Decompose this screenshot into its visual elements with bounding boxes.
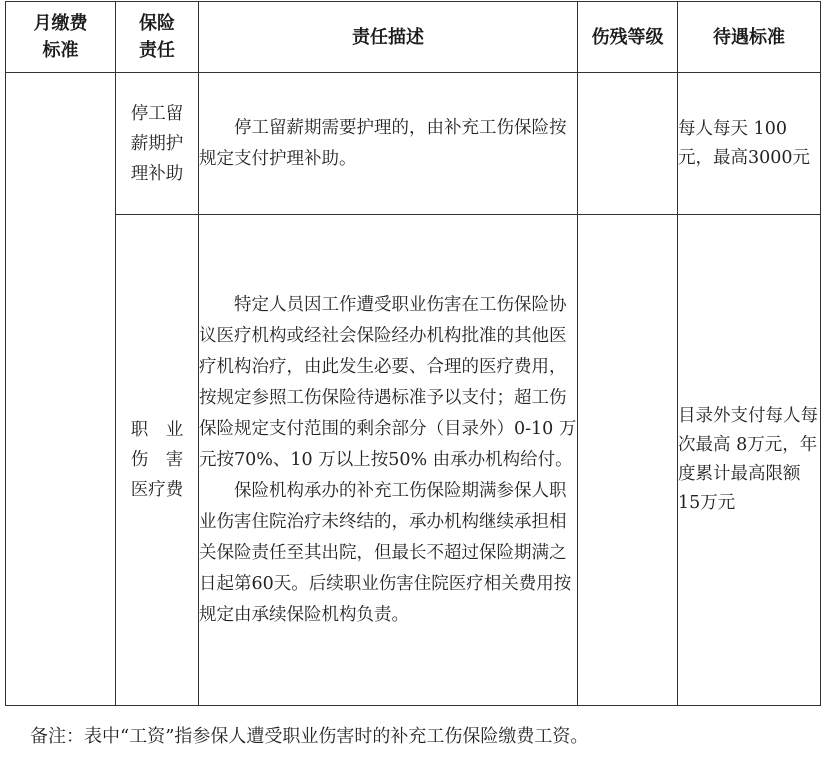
benefit-standard-cell: 每人每天 100 元，最高3000元 [678,73,821,215]
header-benefit-standard: 待遇标准 [678,2,821,73]
description-paragraph: 停工留薪期需要护理的，由补充工伤保险按规定支付护理补助。 [199,117,567,169]
insurance-type-cell [116,215,199,706]
header-row [6,2,821,73]
description-cell [199,215,578,706]
header-insurance-liability [116,2,199,73]
insurance-type-cell [116,73,199,215]
header-insurance-liability-line2: 责任 [139,40,175,61]
benefit-standard-cell: 目录外支付每人每次最高 8万元，年度累计最高限额15万元 [678,215,821,706]
insurance-type-line: 理补助 [130,163,184,184]
insurance-type-line: 医疗费 [130,480,184,500]
description-paragraph: 保险机构承办的补充工伤保险期满参保人职业伤害住院治疗未终结的，承办机构继续承担相关保险责任至其出院，但最长不超过保险期满之日起第60天。后续职业伤害住院医疗相关费用按规定由承续保险机构负责。 [199,480,572,625]
table-row [6,73,821,215]
insurance-type-line: 伤 害 [130,450,184,470]
monthly-fee-cell [6,73,116,706]
table-row [6,215,821,706]
disability-grade-cell [578,73,678,215]
insurance-table [5,1,821,706]
header-monthly-fee [6,2,116,73]
insurance-type-line: 薪期护 [130,133,184,154]
header-disability-grade: 伤残等级 [578,2,678,73]
insurance-type-line: 停工留 [130,103,184,124]
header-insurance-liability-line1: 保险 [139,13,175,34]
header-description: 责任描述 [199,2,578,73]
disability-grade-cell [578,215,678,706]
insurance-type-line: 职 业 [130,420,184,440]
footnote: 备注：表中“工资”指参保人遭受职业伤害时的补充工伤保险缴费工资。 [30,726,589,747]
header-monthly-fee-line1: 月缴费 [33,13,88,34]
description-paragraph: 特定人员因工作遭受职业伤害在工伤保险协议医疗机构或经社会保险经办机构批准的其他医疗机构治疗，由此发生必要、合理的医疗费用，按规定参照工伤保险待遇标准予以支付；超工伤保险规定支付范围的剩余部分（目录外）0-10 万元按70%、10 万以上按50% 由承办机构给付。 [199,294,577,470]
header-monthly-fee-line2: 标准 [42,40,79,61]
description-cell [199,73,578,215]
